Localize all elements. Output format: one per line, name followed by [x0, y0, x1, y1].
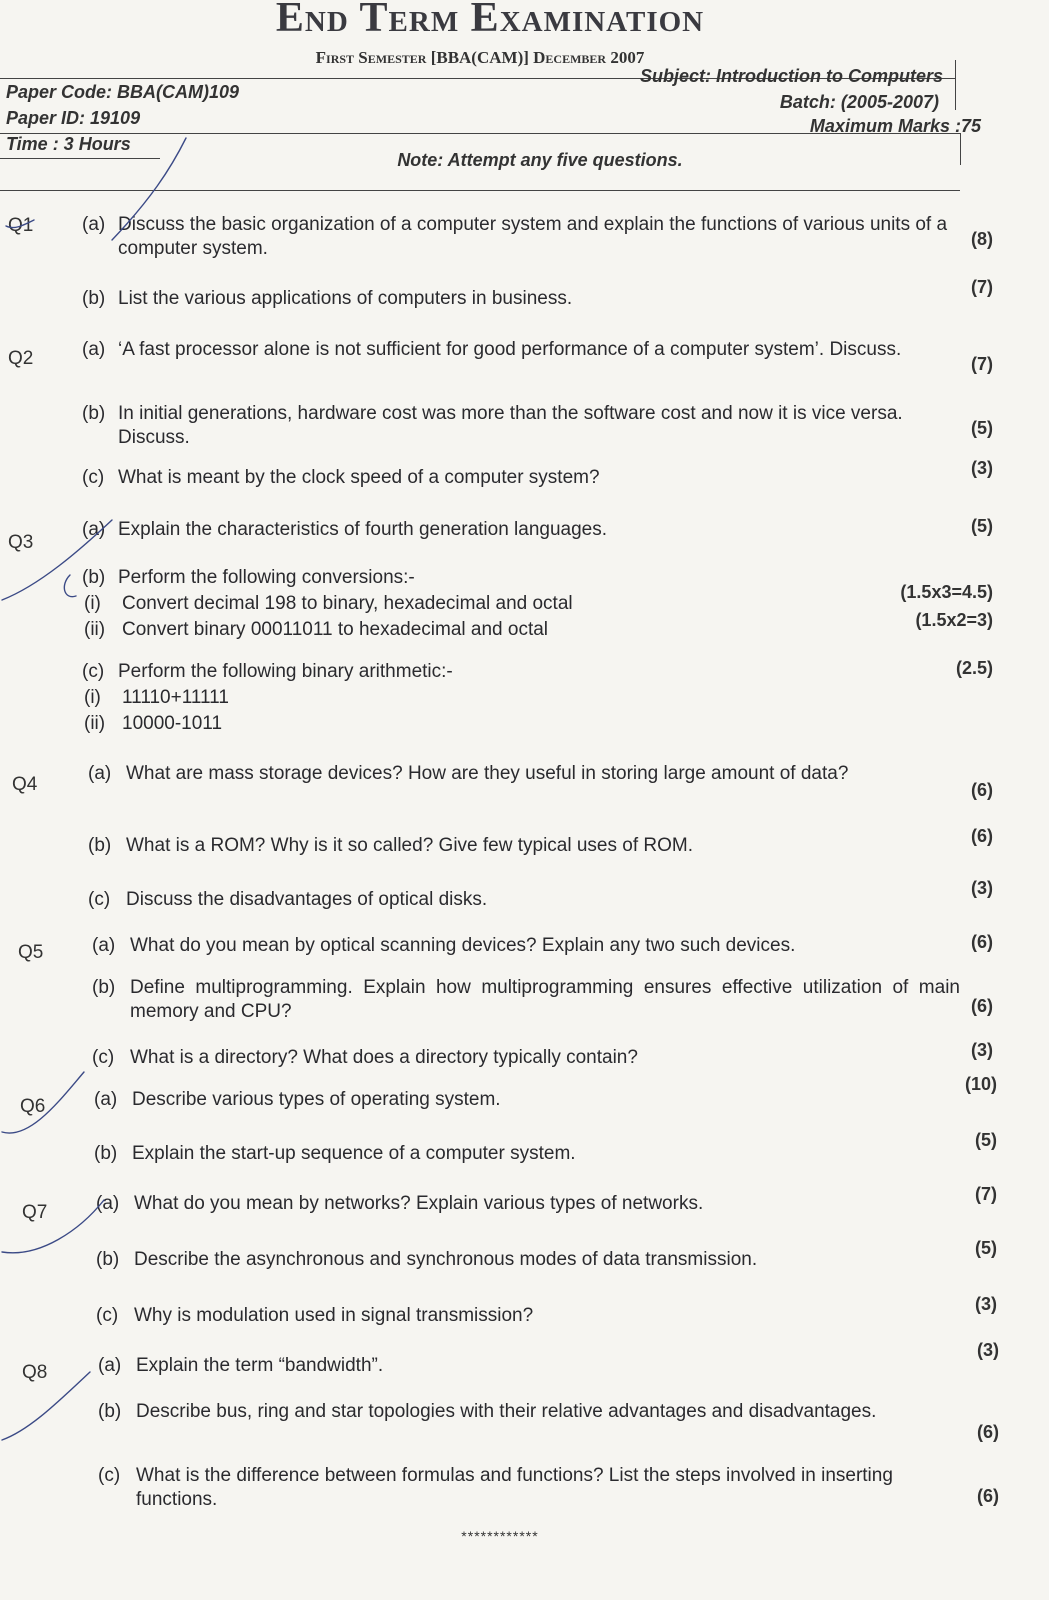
part-text: What is meant by the clock speed of a computer system?: [118, 467, 600, 488]
part-text: ‘A fast processor alone is not sufficient for good performance of a computer system’. Discuss.: [118, 339, 902, 360]
end-marker: ************: [461, 1528, 539, 1544]
part-label: (a): [88, 763, 112, 784]
question-number: Q1: [8, 215, 34, 236]
part-label: (c): [98, 1465, 121, 1486]
part-label: (c): [82, 661, 105, 682]
exam-subtitle: First Semester [BBA(CAM)] December 2007: [315, 48, 645, 67]
part-text: What do you mean by networks? Explain various types of networks.: [134, 1193, 704, 1214]
sub-part-label: (ii): [84, 713, 106, 734]
part-marks: (3): [971, 458, 993, 478]
part-label: (c): [96, 1305, 119, 1326]
part-text: What is the difference between formulas and functions? List the steps involved in inserting functions.: [136, 1465, 893, 1510]
sub-part-marks: (1.5x3=4.5): [900, 582, 993, 602]
part-marks: (6): [977, 1422, 999, 1442]
part-text: What is a ROM? Why is it so called? Give few typical uses of ROM.: [126, 835, 694, 856]
time-allowed: Time : 3 Hours: [6, 134, 131, 154]
part-text: What do you mean by optical scanning devices? Explain any two such devices.: [130, 935, 796, 956]
part-marks: (10): [964, 1074, 997, 1094]
question-number: Q7: [22, 1202, 48, 1223]
part-label: (b): [82, 403, 106, 424]
part-text: In initial generations, hardware cost was more than the software cost and now it is vice versa. Discuss.: [118, 403, 903, 448]
part-label: (b): [94, 1143, 118, 1164]
pen-tick-q7: [2, 1200, 104, 1253]
part-label: (b): [96, 1249, 120, 1270]
part-marks: (3): [971, 878, 993, 898]
part-label: (b): [88, 835, 112, 856]
part-marks: (6): [971, 780, 993, 800]
part-label: (b): [82, 288, 106, 309]
paper-id: Paper ID: 19109: [6, 108, 141, 128]
question-number: Q6: [20, 1096, 46, 1117]
part-label: (a): [92, 935, 116, 956]
question-number: Q4: [12, 774, 38, 795]
part-marks: (3): [977, 1340, 999, 1360]
part-marks: (6): [971, 826, 993, 846]
question-number: Q3: [8, 532, 34, 553]
sub-part-text: Convert decimal 198 to binary, hexadecimal and octal: [122, 593, 573, 614]
part-marks: (7): [971, 277, 993, 297]
part-marks: (2.5): [955, 658, 993, 678]
paper-code: Paper Code: BBA(CAM)109: [6, 82, 240, 102]
sub-part-text: 11110+11111: [122, 687, 229, 708]
part-marks: (7): [975, 1184, 997, 1204]
sub-part-text: 10000-1011: [122, 713, 223, 734]
part-text: Define multiprogramming. Explain how multiprogramming ensures effective utilization of main memory and CPU?: [130, 977, 960, 1022]
part-text: List the various applications of computers in business.: [118, 288, 573, 309]
sub-part-label: (i): [84, 687, 101, 708]
part-label: (a): [82, 339, 106, 360]
part-marks: (8): [971, 229, 993, 249]
part-text: Perform the following conversions:-: [118, 567, 415, 588]
part-label: (c): [88, 889, 111, 910]
exam-title: End Term Examination: [275, 0, 705, 41]
pen-tick-q1: [6, 220, 34, 228]
part-text: What are mass storage devices? How are they useful in storing large amount of data?: [126, 763, 849, 784]
part-text: Describe the asynchronous and synchronous modes of data transmission.: [134, 1249, 758, 1270]
maximum-marks: Maximum Marks :75: [809, 116, 981, 136]
part-marks: (3): [975, 1294, 997, 1314]
sub-part-marks: (1.5x2=3): [915, 610, 993, 630]
subject: Subject: Introduction to Computers: [640, 66, 943, 86]
part-text: What is a directory? What does a directory typically contain?: [130, 1047, 638, 1068]
pen-tick-q6: [2, 1072, 84, 1133]
pen-tick-header: [112, 138, 186, 240]
part-label: (c): [92, 1047, 115, 1068]
pen-tick-q3: [2, 520, 112, 600]
part-label: (a): [82, 519, 106, 540]
question-number: Q2: [8, 348, 34, 369]
part-label: (b): [98, 1401, 122, 1422]
part-text: Discuss the basic organization of a computer system and explain the functions of various units of a computer system.: [118, 214, 948, 259]
part-label: (b): [92, 977, 116, 998]
part-marks: (6): [971, 996, 993, 1016]
part-text: Describe bus, ring and star topologies with their relative advantages and disadvantages.: [136, 1401, 877, 1422]
part-text: Perform the following binary arithmetic:-: [118, 661, 453, 682]
part-text: Discuss the disadvantages of optical disks.: [126, 889, 488, 910]
part-marks: (5): [975, 1238, 997, 1258]
pen-tick-q8: [2, 1372, 90, 1440]
part-text: Explain the term “bandwidth”.: [136, 1355, 384, 1376]
part-marks: (3): [971, 1040, 993, 1060]
batch: Batch: (2005-2007): [779, 92, 939, 112]
sub-part-label: (ii): [84, 619, 106, 640]
part-marks: (6): [977, 1486, 999, 1506]
part-text: Explain the characteristics of fourth generation languages.: [118, 519, 608, 540]
part-marks: (5): [971, 418, 993, 438]
pen-tick-q3-b: [64, 575, 76, 597]
sub-part-text: Convert binary 00011011 to hexadecimal and octal: [122, 619, 549, 640]
sub-part-label: (i): [84, 593, 101, 614]
part-label: (a): [98, 1355, 122, 1376]
part-label: (a): [94, 1089, 118, 1110]
part-text: Describe various types of operating system.: [132, 1089, 501, 1110]
instructions-note: Note: Attempt any five questions.: [397, 150, 683, 170]
part-label: (a): [96, 1193, 120, 1214]
part-marks: (6): [971, 932, 993, 952]
question-number: Q8: [22, 1362, 48, 1383]
part-label: (c): [82, 467, 105, 488]
part-text: Explain the start-up sequence of a computer system.: [132, 1143, 576, 1164]
part-label: (b): [82, 567, 106, 588]
part-marks: (5): [971, 516, 993, 536]
part-text: Why is modulation used in signal transmission?: [134, 1305, 534, 1326]
part-marks: (5): [975, 1130, 997, 1150]
question-number: Q5: [18, 942, 44, 963]
part-marks: (7): [971, 354, 993, 374]
part-label: (a): [82, 214, 106, 235]
